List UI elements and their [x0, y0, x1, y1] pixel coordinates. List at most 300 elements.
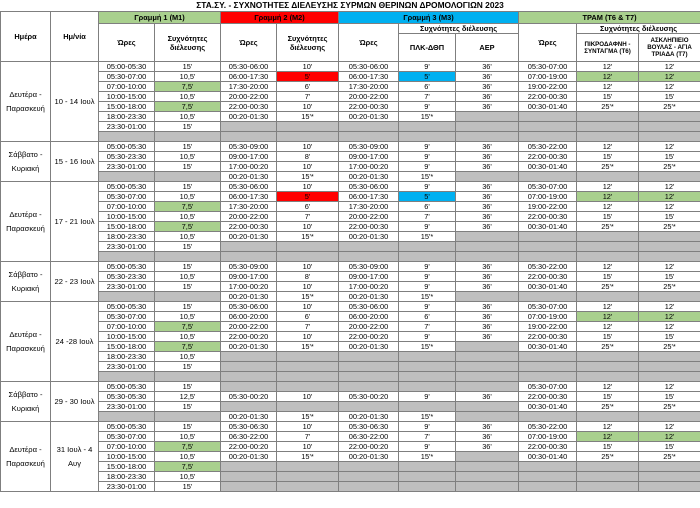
m3-freq-aer: [456, 412, 519, 422]
m3-freq-aer: 36': [456, 212, 519, 222]
tram-hours: 07:00-19:00: [519, 312, 577, 322]
table-row: [1, 272, 700, 282]
m2-hours: [221, 472, 277, 482]
header-freq: Συχνότητες διέλευσης: [277, 24, 339, 62]
m2-hours: 17:00-00:20: [221, 162, 277, 172]
table-row: [1, 352, 700, 362]
t6-freq: 12': [577, 322, 639, 332]
t7-freq: 15': [639, 332, 700, 342]
m3-freq-plk: 9': [399, 262, 456, 272]
m1-freq: 7,5': [155, 82, 221, 92]
t6-freq: [577, 112, 639, 122]
m3-hours: 09:00-17:00: [339, 152, 399, 162]
table-row: [1, 312, 700, 322]
m2-freq: 7': [277, 322, 339, 332]
m3-hours: 17:30-20:00: [339, 202, 399, 212]
tram-hours: 19:00-22:00: [519, 202, 577, 212]
m3-hours: 05:30-09:00: [339, 142, 399, 152]
m3-hours: 05:30-00:20: [339, 392, 399, 402]
tram-hours: [519, 362, 577, 372]
m3-freq-plk: 9': [399, 442, 456, 452]
m2-hours: 00:20-01:30: [221, 232, 277, 242]
header-hours: Ώρες: [339, 24, 399, 62]
m2-hours: 00:20-01:30: [221, 452, 277, 462]
m3-hours: 17:30-20:00: [339, 82, 399, 92]
m1-hours: 15:00-18:00: [99, 342, 155, 352]
m3-freq-aer: 36': [456, 102, 519, 112]
header-tram: ΤΡΑΜ (Τ6 & Τ7): [519, 12, 700, 24]
header-line1: Γραμμή 1 (Μ1): [99, 12, 221, 24]
t7-freq: [639, 242, 700, 252]
table-row: [1, 202, 700, 212]
m2-hours: 22:00-00:20: [221, 442, 277, 452]
m2-hours: [221, 122, 277, 132]
m2-freq: 15'*: [277, 112, 339, 122]
table-row: [1, 142, 700, 152]
m1-hours: [99, 412, 155, 422]
m2-freq: [277, 252, 339, 262]
m3-hours: 00:20-01:30: [339, 452, 399, 462]
m3-hours: 00:20-01:30: [339, 232, 399, 242]
m2-freq: [277, 242, 339, 252]
m3-freq-plk: 15'*: [399, 112, 456, 122]
table-row: [1, 82, 700, 92]
m3-freq-aer: [456, 462, 519, 472]
m3-hours: [339, 482, 399, 492]
m2-freq: 7': [277, 432, 339, 442]
header-freq: Συχνότητες διέλευσης: [577, 24, 700, 34]
m3-freq-aer: 36': [456, 62, 519, 72]
table-row: [1, 472, 700, 482]
m2-freq: 10': [277, 62, 339, 72]
t7-freq: 12': [639, 82, 700, 92]
m1-freq: 7,5': [155, 202, 221, 212]
m2-hours: [221, 242, 277, 252]
m3-hours: 06:00-17:30: [339, 72, 399, 82]
table-row: [1, 132, 700, 142]
m1-freq: 10,5': [155, 92, 221, 102]
m1-freq: 15': [155, 142, 221, 152]
m2-freq: 10': [277, 102, 339, 112]
tram-hours: 07:00-19:00: [519, 192, 577, 202]
m3-freq-aer: 36': [456, 442, 519, 452]
m3-hours: 22:00-00:30: [339, 102, 399, 112]
m1-freq: 15': [155, 382, 221, 392]
m3-freq-plk: 5': [399, 72, 456, 82]
t6-freq: [577, 482, 639, 492]
m1-freq: [155, 292, 221, 302]
m3-freq-plk: 9': [399, 182, 456, 192]
t6-freq: [577, 372, 639, 382]
date-cell: 22 - 23 Ιουλ: [51, 262, 99, 302]
m2-freq: 10': [277, 302, 339, 312]
m1-hours: [99, 372, 155, 382]
m2-freq: 10': [277, 182, 339, 192]
table-row: [1, 262, 700, 272]
m1-hours: 05:00-05:30: [99, 262, 155, 272]
m1-hours: 23:30-01:00: [99, 402, 155, 412]
m2-freq: 10': [277, 392, 339, 402]
m2-hours: 05:30-09:00: [221, 262, 277, 272]
table-row: [1, 112, 700, 122]
header-hours: Ώρες: [221, 24, 277, 62]
m1-hours: 23:30-01:00: [99, 162, 155, 172]
t7-freq: 12': [639, 382, 700, 392]
header-hours: Ώρες: [99, 24, 155, 62]
tram-hours: [519, 352, 577, 362]
t6-freq: 15': [577, 212, 639, 222]
m1-freq: 15': [155, 262, 221, 272]
m2-freq: [277, 362, 339, 372]
t6-freq: 25'*: [577, 282, 639, 292]
t7-freq: [639, 472, 700, 482]
t7-freq: 25'*: [639, 102, 700, 112]
m2-hours: 17:30-20:00: [221, 82, 277, 92]
m3-hours: 05:30-06:30: [339, 422, 399, 432]
t7-freq: [639, 352, 700, 362]
m2-freq: [277, 352, 339, 362]
m1-hours: 07:00-10:00: [99, 82, 155, 92]
m2-freq: 10': [277, 222, 339, 232]
header-plk: ΠΛΚ-ΔΘΠ: [399, 34, 456, 62]
m2-freq: 6': [277, 202, 339, 212]
m1-hours: 10:00-15:00: [99, 92, 155, 102]
tram-hours: [519, 292, 577, 302]
m2-freq: 15'*: [277, 232, 339, 242]
schedule-table: [0, 11, 700, 492]
m2-freq: [277, 482, 339, 492]
m1-freq: 7,5': [155, 222, 221, 232]
day-cell: Σάββατο - Κυριακή: [1, 142, 51, 182]
m2-hours: [221, 132, 277, 142]
m3-freq-aer: 36': [456, 72, 519, 82]
m1-hours: 05:30-07:00: [99, 312, 155, 322]
date-cell: 31 Ιουλ - 4 Αυγ: [51, 422, 99, 492]
m3-hours: 20:00-22:00: [339, 92, 399, 102]
m1-hours: 05:30-23:30: [99, 272, 155, 282]
t6-freq: 15': [577, 332, 639, 342]
table-row: [1, 302, 700, 312]
m1-hours: 05:00-05:30: [99, 142, 155, 152]
m1-hours: 10:00-15:00: [99, 452, 155, 462]
m3-freq-aer: [456, 292, 519, 302]
m3-freq-aer: 36': [456, 332, 519, 342]
m2-freq: 10': [277, 422, 339, 432]
tram-hours: 19:00-22:00: [519, 82, 577, 92]
t6-freq: 12': [577, 432, 639, 442]
m1-freq: 15': [155, 62, 221, 72]
m1-freq: 10,5': [155, 232, 221, 242]
m3-freq-plk: 9': [399, 272, 456, 282]
m3-hours: 05:30-09:00: [339, 262, 399, 272]
m1-hours: 05:00-05:30: [99, 382, 155, 392]
t7-freq: 15': [639, 392, 700, 402]
table-row: [1, 172, 700, 182]
header-line3: Γραμμή 3 (Μ3): [339, 12, 519, 24]
table-row: [1, 342, 700, 352]
m1-freq: [155, 252, 221, 262]
m1-hours: 07:00-10:00: [99, 442, 155, 452]
day-cell: Δευτέρα - Παρασκευή: [1, 62, 51, 142]
m2-freq: 15'*: [277, 452, 339, 462]
m3-freq-aer: 36': [456, 162, 519, 172]
t7-freq: 12': [639, 432, 700, 442]
m3-hours: 20:00-22:00: [339, 212, 399, 222]
m3-freq-plk: 9': [399, 102, 456, 112]
m2-freq: 15'*: [277, 342, 339, 352]
m3-hours: 22:00-00:20: [339, 332, 399, 342]
m2-hours: [221, 482, 277, 492]
tram-hours: 00:30-01:40: [519, 222, 577, 232]
m2-freq: 8': [277, 152, 339, 162]
m1-hours: 15:00-18:00: [99, 462, 155, 472]
t6-freq: [577, 412, 639, 422]
m1-freq: 10,5': [155, 352, 221, 362]
t7-freq: 12': [639, 142, 700, 152]
t7-freq: 25'*: [639, 452, 700, 462]
t6-freq: [577, 232, 639, 242]
m1-hours: [99, 172, 155, 182]
m1-hours: 23:30-01:00: [99, 282, 155, 292]
m3-freq-aer: 36': [456, 262, 519, 272]
tram-hours: [519, 462, 577, 472]
m3-freq-plk: [399, 482, 456, 492]
table-row: [1, 462, 700, 472]
m3-hours: 22:00-00:30: [339, 222, 399, 232]
t7-freq: 15': [639, 272, 700, 282]
m1-freq: [155, 172, 221, 182]
m3-freq-plk: [399, 382, 456, 392]
m3-freq-aer: 36': [456, 192, 519, 202]
table-row: [1, 402, 700, 412]
m2-freq: [277, 462, 339, 472]
m1-freq: 12,5': [155, 392, 221, 402]
day-cell: Δευτέρα - Παρασκευή: [1, 422, 51, 492]
m3-freq-plk: 9': [399, 282, 456, 292]
m3-freq-plk: 7': [399, 212, 456, 222]
t7-freq: [639, 362, 700, 372]
m1-freq: [155, 372, 221, 382]
m3-freq-plk: 15'*: [399, 412, 456, 422]
tram-hours: 07:00-19:00: [519, 72, 577, 82]
m3-hours: 20:00-22:00: [339, 322, 399, 332]
t6-freq: [577, 172, 639, 182]
m1-freq: 7,5': [155, 442, 221, 452]
t6-freq: 25'*: [577, 102, 639, 112]
table-row: [1, 102, 700, 112]
m1-hours: 05:00-05:30: [99, 182, 155, 192]
tram-hours: 05:30-22:00: [519, 142, 577, 152]
m1-hours: 05:00-05:30: [99, 62, 155, 72]
m3-hours: 22:00-00:20: [339, 442, 399, 452]
tram-hours: 22:00-00:30: [519, 152, 577, 162]
tram-hours: 00:30-01:40: [519, 102, 577, 112]
t7-freq: 25'*: [639, 402, 700, 412]
t6-freq: 12': [577, 62, 639, 72]
header-t7: ΑΣΚΛΗΠΙΕΙΟ ΒΟΥΛΑΣ - ΑΓΙΑ ΤΡΙΑΔΑ (Τ7): [639, 34, 700, 62]
m2-freq: [277, 122, 339, 132]
m2-hours: 00:20-01:30: [221, 172, 277, 182]
m3-freq-aer: [456, 122, 519, 132]
m2-hours: 05:30-06:00: [221, 302, 277, 312]
m2-freq: 5': [277, 72, 339, 82]
t7-freq: [639, 112, 700, 122]
table-row: [1, 382, 700, 392]
t7-freq: 25'*: [639, 162, 700, 172]
table-row: [1, 92, 700, 102]
table-row: [1, 442, 700, 452]
table-row: [1, 322, 700, 332]
header-date: Ημ/νία: [51, 12, 99, 62]
m3-freq-aer: [456, 482, 519, 492]
t7-freq: [639, 172, 700, 182]
m2-hours: 00:20-01:30: [221, 112, 277, 122]
table-row: [1, 482, 700, 492]
m1-hours: 18:00-23:30: [99, 472, 155, 482]
m2-hours: 06:00-17:30: [221, 72, 277, 82]
t6-freq: 25'*: [577, 222, 639, 232]
day-cell: Σάββατο - Κυριακή: [1, 262, 51, 302]
t7-freq: [639, 132, 700, 142]
t6-freq: 15': [577, 152, 639, 162]
t6-freq: 12': [577, 182, 639, 192]
t7-freq: [639, 412, 700, 422]
m3-freq-plk: 15'*: [399, 452, 456, 462]
m3-hours: [339, 382, 399, 392]
table-row: [1, 412, 700, 422]
m1-freq: 15': [155, 422, 221, 432]
table-row: [1, 282, 700, 292]
t6-freq: [577, 462, 639, 472]
t6-freq: [577, 352, 639, 362]
m3-freq-plk: 9': [399, 302, 456, 312]
table-row: [1, 182, 700, 192]
m3-freq-plk: 15'*: [399, 172, 456, 182]
tram-hours: [519, 122, 577, 132]
header-hours: Ώρες: [519, 24, 577, 62]
table-row: [1, 432, 700, 442]
m2-freq: 6': [277, 312, 339, 322]
m1-hours: [99, 252, 155, 262]
t6-freq: 12': [577, 82, 639, 92]
tram-hours: 22:00-00:30: [519, 442, 577, 452]
m2-hours: [221, 362, 277, 372]
m1-hours: 15:00-18:00: [99, 222, 155, 232]
t6-freq: 15': [577, 442, 639, 452]
page-title: ΣΤΑ.ΣΥ. - ΣΥΧΝΟΤΗΤΕΣ ΔΙΕΛΕΥΣΗΣ ΣΥΡΜΩΝ ΘΕΡΙΝΩΝ ΔΡΟΜΟΛΟΓΙΩΝ 2023: [196, 0, 504, 10]
m2-freq: 10': [277, 162, 339, 172]
t7-freq: 15': [639, 442, 700, 452]
m2-hours: 17:00-00:20: [221, 282, 277, 292]
m1-hours: [99, 292, 155, 302]
t7-freq: 15': [639, 92, 700, 102]
m2-freq: 5': [277, 192, 339, 202]
t6-freq: 12': [577, 262, 639, 272]
m3-hours: 05:30-06:00: [339, 62, 399, 72]
m2-freq: [277, 472, 339, 482]
tram-hours: [519, 412, 577, 422]
date-cell: 29 - 30 Ιουλ: [51, 382, 99, 422]
m2-hours: 00:20-01:30: [221, 292, 277, 302]
t7-freq: 15': [639, 212, 700, 222]
m3-freq-aer: 36': [456, 422, 519, 432]
m1-freq: 15': [155, 402, 221, 412]
t6-freq: 12': [577, 192, 639, 202]
t7-freq: [639, 482, 700, 492]
m1-freq: 10,5': [155, 72, 221, 82]
t6-freq: [577, 132, 639, 142]
m1-hours: 05:30-07:00: [99, 72, 155, 82]
header-t6: ΠΙΚΡΟΔΑΦΝΗ - ΣΥΝΤΑΓΜΑ (Τ6): [577, 34, 639, 62]
m1-freq: 15': [155, 242, 221, 252]
m3-freq-aer: 36': [456, 312, 519, 322]
m3-freq-plk: [399, 402, 456, 412]
m2-hours: 22:00-00:20: [221, 332, 277, 342]
m3-freq-plk: [399, 372, 456, 382]
t7-freq: [639, 232, 700, 242]
t6-freq: 15': [577, 392, 639, 402]
t7-freq: 12': [639, 192, 700, 202]
table-row: [1, 232, 700, 242]
m3-freq-plk: 9': [399, 422, 456, 432]
m1-freq: [155, 132, 221, 142]
m3-hours: 00:20-01:30: [339, 172, 399, 182]
m1-hours: 23:30-01:00: [99, 242, 155, 252]
m3-freq-aer: [456, 382, 519, 392]
tram-hours: 22:00-00:30: [519, 92, 577, 102]
m3-hours: [339, 252, 399, 262]
t7-freq: 12': [639, 322, 700, 332]
table-row: [1, 192, 700, 202]
t7-freq: 12': [639, 202, 700, 212]
m1-freq: 7,5': [155, 322, 221, 332]
table-row: [1, 372, 700, 382]
table-row: [1, 392, 700, 402]
t6-freq: 25'*: [577, 452, 639, 462]
tram-hours: [519, 132, 577, 142]
m1-freq: 10,5': [155, 452, 221, 462]
m2-hours: 06:00-17:30: [221, 192, 277, 202]
m3-freq-plk: [399, 122, 456, 132]
m3-freq-plk: 15'*: [399, 342, 456, 352]
tram-hours: 22:00-00:30: [519, 392, 577, 402]
t6-freq: [577, 242, 639, 252]
m1-freq: 15': [155, 282, 221, 292]
m3-freq-plk: [399, 362, 456, 372]
m1-hours: 18:00-23:30: [99, 232, 155, 242]
m3-hours: 00:20-01:30: [339, 292, 399, 302]
m1-hours: 05:00-05:30: [99, 302, 155, 312]
header-day: Ημέρα: [1, 12, 51, 62]
m1-freq: 15': [155, 122, 221, 132]
m2-hours: 05:30-06:00: [221, 62, 277, 72]
t6-freq: 25'*: [577, 342, 639, 352]
m2-hours: [221, 372, 277, 382]
m3-freq-plk: 9': [399, 332, 456, 342]
t7-freq: 12': [639, 422, 700, 432]
tram-hours: [519, 232, 577, 242]
m3-freq-plk: 5': [399, 192, 456, 202]
t6-freq: 12': [577, 382, 639, 392]
tram-hours: 05:30-07:00: [519, 302, 577, 312]
tram-hours: 00:30-01:40: [519, 402, 577, 412]
date-cell: 10 - 14 Ιουλ: [51, 62, 99, 142]
m2-freq: 10': [277, 442, 339, 452]
m2-hours: 05:30-06:00: [221, 182, 277, 192]
m3-hours: 00:20-01:30: [339, 342, 399, 352]
m1-freq: 7,5': [155, 462, 221, 472]
m3-freq-aer: [456, 232, 519, 242]
